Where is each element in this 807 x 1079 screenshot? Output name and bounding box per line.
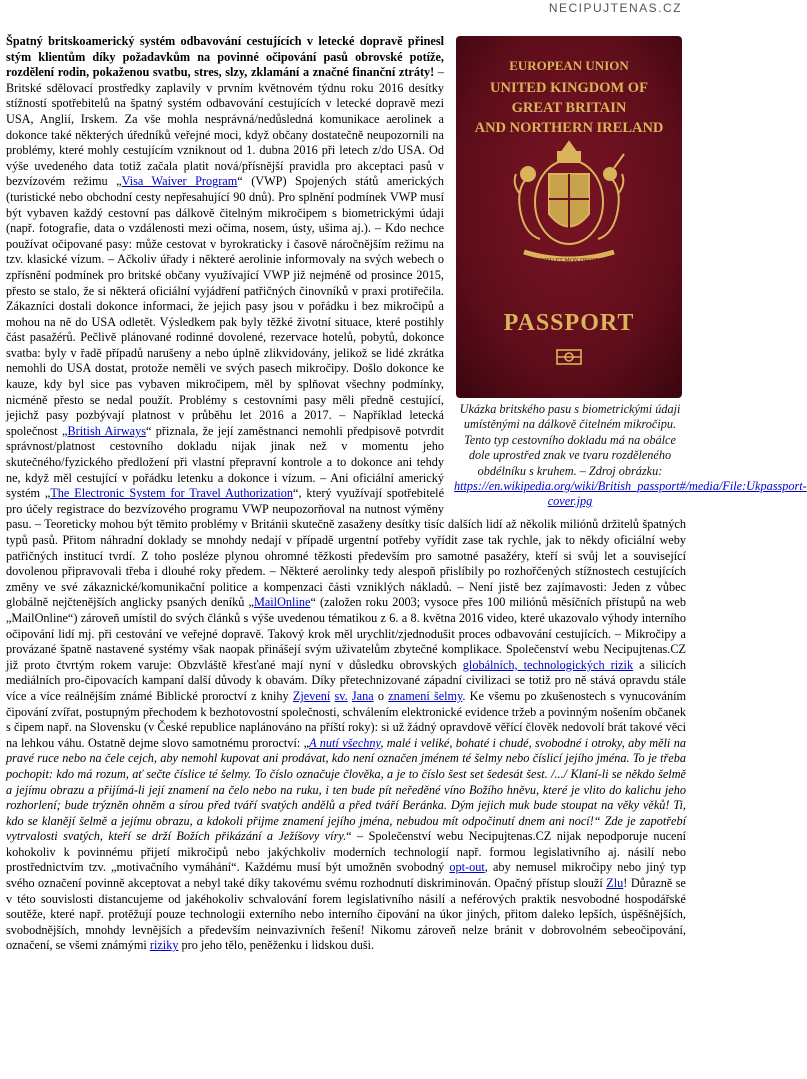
site-brand: NECIPUJTENAS.CZ: [548, 1, 682, 15]
link-visa-waiver-program[interactable]: Visa Waiver Program: [121, 174, 238, 189]
passport-line1: EUROPEAN UNION: [509, 58, 629, 73]
article-body: Špatný britskoamerický systém odbavování cestujících v letecké dopravě přinesl stým klientům díky požadavkům na povinné očipování pasů obrovské potíže, rozdělení rodin, pokaženou svatbu, stres, slzy, zklamání a značné finanční ztráty! – Britské sdělovací prostředky zaplavily v prvním květnovém týdnu roku 2016 desítky stížností spotřebitelů na špatný systém odbavování cestujících v letecké dopravě mezi USA, Anglií, Irskem. Za vše mohla nesprávná/nedůsledná komunikace aerolinek a dokonce také některých úředníků veřejné moci, když občany dostatečně neupozornili na problémy, které mohly cestujícím vzniknout od 1. dubna 2016 při letech z/do USA. Od výše uvedeného data totiž začala platit nová/přísnější pravidla pro akceptaci pasů v bezvízovém režimu „Visa Waiver Program“ (VWP) Spojených států amerických (turistické nebo obchodní cesty nepřesahující 90 dnů). Pro splnění podmínek VWP musí být vybaven každý cestovní pas dálkově čitelným mikročipem s biometrickými údaji (např. fotografie, data o vzdálenosti mezi očima, nosem, ústy, ušima aj.). – Kdo nechce používat očipované pasy: může cestovat v byrokraticky i časově náročnějším režimu na tzv. klasické vízum. – Ačkoliv úřady i některé aerolinie informovaly na svých webech o zpřísnění podmínek pro britské občany využívající VWP již nejméně od prosince 2015, přesto se stalo, že si některá oficiální vyjádření patřičných činovníků v praxi protiřečila. Zákazníci dostali dokonce informaci, že jejich pasy jsou v pořádku i bez mikročipů a mohou na ně do USA odletět. Výsledkem pak byly těžké životní situace, které postihly část pasažérů. Pečlivě plánované rodinné dovolené, rezervace hotelů, pobytů, dokonce svatba: byly v řadě případů narušeny a nebo úplně zlikvidovány, jelikož se lidé zkrátka nemohli do USA dostat, protože neměli ve svých pasech mikročipy. Došlo dokonce ke kauze, kdy byl sice pas vybaven mikročipem, měl by splňovat všechny podmínky, nicméně přesto se nedal použít. Problémy s cestovními pasy měli předně cestující, jejichž pasy pozbývají platnost v průběhu let 2016 a 2017. – Například letecká společnost „British Airways“ přiznala, že její zaměstnanci nemohli předpisově potvrdit správnost/platnost cestovního dokladu nijak jinak než v momentu jeho skutečného/fyzického předložení při vlastní přepravní kontrole a to dokonce ani tehdy ne, když měl cestující v pořádku letenku a dokonce i vízum. – Ani oficiální americký systém „The Electronic System for Travel Authorization“, který využívají spotřebitelé pro účely registrace do bezvízového programu VWP neupozorňoval na nutnost výměny pasu. – Teoreticky mohou být těmito problémy v Británii skutečně zasaženy desítky tisíc dalších lidí až několik miliónů držitelů špatných typů pasů. Přitom náhradní doklady se mnohdy nedají v případě urgentní potřeby vyřídit zase tak rychle, jak to někdy oficiální weby patřičných institucí tvrdí. Z toho posléze plynou ohromné těžkosti především pro samotné pasažéry, kteří si svůj let a související dovolenou připravovali třeba i dlouhé roky předem. – Některé aerolinky tedy alespoň přislíbily po rozhořčených stížnostech cestujících změny ve své zákaznické/komunikační politice a kompenzaci části vzniklých nákladů. – Není jistě bez zajímavosti: Jeden z vůbec globálně nejčtenějších anglicky psaných deníků „MailOnline“ (založen roku 2003; vysoce přes 100 miliónů měsíčních přístupů na web „MailOnline“) zároveň umístil do svých článků s výše uvedenou tématikou z 6. a 8. května 2016 video, které ukazovalo výhody interního očipování lidí mj. při cestování ve veřejné dopravě. Takový krok měl urychlit/zjednodušit proces odbavování cestujících. – Mikročipy a provázané špatně nastavené systémy však naopak přinášejí svým uživatelům zbytečné komplikace. Společenství webu Necipujtenas.CZ již proto čtvrtým rokem varuje: Obzvláště křesťané mají nyní v důsledku obrovských globálních, technologických rizik a silicích mediálních pro-čipovacích kampaní další důvody k obavám. Díky přetechnizované západní civilizaci se totiž pro ně stává opravdu stále více a více reálnějším známé Biblické proroctví z knihy Zjevení sv. Jana o znamení šelmy. Ke všemu po zkušenostech s vynucováním čipování zvířat, postupným přechodem k bezhotovostní společnosti, schválením elektronické evidence tržeb a povinným nošením občanek s čipem např. na Slovensku (v České republice naplánováno na příští roky): si už žádný opravdově věřící člověk nedovolí brát takové věci na lehkou váhu. Ostatně dejme slovo samotnému proroctví: „A nutí všechny, malé i veliké, bohaté i chudé, svobodné i otroky, aby měli na pravé ruce nebo na čele cejch, aby nemohl kupovat ani prodávat, kdo není označen jménem té šelmy nebo číslicí jejího jména. To je třeba pochopit: kdo má rozum, ať sečte číslice té šelmy. To číslo označuje člověka, a je to číslo šest set šedesát šest. /.../ Klaní-li se někdo šelmě a jejímu obrazu a přijímá-li její znamení na čelo nebo na ruku, i ten bude pít neředěné víno Božího hněvu, které je vlito do kalichu jeho rozhorlení; bude trýzněn ohněm a sírou před tváří svatých andělů a před tváří Beránka. Dým jejich muk bude stoupat na věky věků! Ti, kdo se klanějí šelmě a jejímu obrazu, a kdokoli přijme znamení jejího jména, nebudou mít odpočinutí dnem ani nocí!“ Zde je zapotřebí vytrvalosti svatých, kteří se drží Božích přikázání a Ježíšovy víry.“ – Společenství webu Necipujtenas.CZ nijak nepodporuje nucení kohokoliv k povinnému přijetí mikročipů nebo jakýchkoliv moderních technologií např. formou legislativního aj. násilí nebo prostřednictvím tzv. „motivačního vymáhání“. Každému musí být umožněn svobodný opt-out, aby nemusel mikročipy nebo jiný typ svého označení povinně akceptovat a nebyl také díky takovému svému rozhodnutí diskriminován. Opačný přístup slouží Zlu! Důrazně se v této souvislosti distancujeme od jakéhokoliv schvalování forem legislativního násilí a neférových praktik nesvobodné hospodářské soutěže, které např. protěžují pouze technologii externího nebo interního čipování na úkor jiných, přitom daleko lepších, úspěšnějších, svobodnějších, mnohdy levnějších a především neinvazivních řešení! Nikomu zároveň nelze bránit v dobrovolném sebeočipování, označení, se všemi známými riziky pro jeho tělo, peněženku i lidskou duši.: [6, 34, 687, 953]
article: [6, 34, 807, 954]
link-sv[interactable]: sv.: [334, 688, 348, 703]
caption-text: Ukázka britského pasu s biometrickými údaji umístěnými na dálkově čitelném mikročipu. Tento typ cestovního dokladu má na obálce dole uprostřed znak ve tvaru rozděleného obdélníku s kruhem. – Zdroj obrázku:: [459, 402, 681, 478]
link-zjeveni[interactable]: Zjevení: [292, 688, 331, 703]
figure: [454, 34, 807, 510]
link-riziky[interactable]: riziky: [149, 938, 179, 953]
prophecy-quote: , malé i veliké, bohaté i chudé, svobodné i otroky, aby měli na pravé ruce nebo na čele cejch, aby nemohl kupovat ani prodávat, kdo není označen jménem té šelmy nebo číslicí jejího jména. To je třeba pochopit: kdo má rozum, ať sečte číslice té šelmy. To číslo označuje člověka, a je to číslo šest set šedesát šest. /.../ Klaní-li se někdo šelmě a jejímu obrazu a přijímá-li její znamení na čelo nebo na ruku, i ten bude pít neředěné víno Božího hněvu, které je vlito do kalichu jeho rozhorlení; bude trýzněn ohněm a sírou před tváří svatých andělů a před tváří Beránka. Dým jejich muk bude stoupat na věky věků! Ti, kdo se klanějí šelmě a jejímu obrazu, a kdokoli přijme znamení jejího jména, nebudou mít odpočinutí dnem ani nocí!“ Zde je zapotřebí vytrvalosti svatých, kteří se drží Božích přikázání a Ježíšovy víry.: [6, 735, 686, 844]
link-british-airways[interactable]: British Airways: [67, 423, 146, 438]
link-znameni-selmy[interactable]: znamení šelmy: [388, 688, 463, 703]
passport-line4: AND NORTHERN IRELAND: [474, 120, 664, 136]
passport-image: [454, 34, 684, 400]
link-zlu[interactable]: Zlu: [606, 876, 624, 891]
link-esta[interactable]: The Electronic System for Travel Authorization: [50, 486, 294, 501]
passport-line2: UNITED KINGDOM OF: [490, 80, 648, 96]
link-opt-out[interactable]: opt-out: [449, 860, 485, 875]
passport-word: PASSPORT: [503, 310, 635, 336]
link-mailonline[interactable]: MailOnline: [253, 595, 311, 610]
image-caption: [454, 402, 807, 510]
link-a-nuti-vsechny[interactable]: A nutí všechny: [309, 735, 381, 750]
link-global-risks[interactable]: globálních, technologických rizik: [462, 657, 634, 672]
caption-source-link[interactable]: https://en.wikipedia.org/wiki/British_passport#/media/File:Ukpassport-cover.jpg: [454, 479, 807, 509]
passport-line3: GREAT BRITAIN: [511, 100, 627, 116]
article-lead: Špatný britskoamerický systém odbavování cestujících v letecké dopravě přinesl stým klientům díky požadavkům na povinné očipování pasů obrovské potíže, rozdělení rodin, pokaženou svatbu, stres, slzy, zklamání a značné finanční ztráty!: [6, 34, 444, 80]
link-jana[interactable]: Jana: [351, 688, 374, 703]
passport-motto: DIEU ET MON DROIT: [539, 258, 599, 264]
